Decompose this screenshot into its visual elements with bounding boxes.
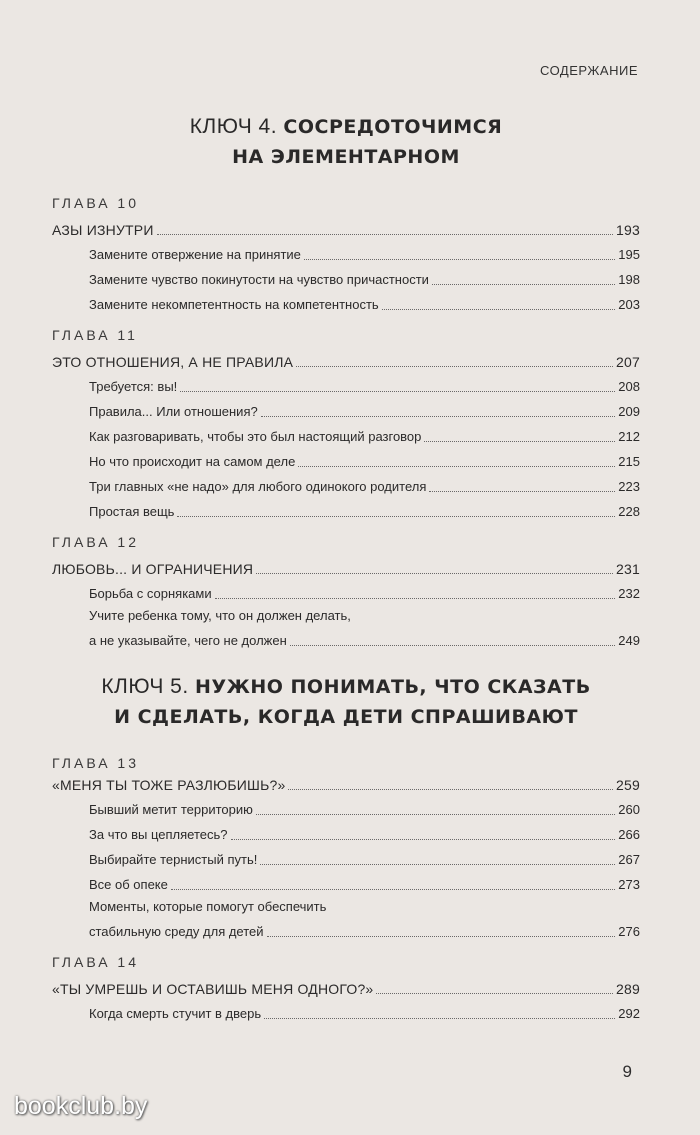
dot-leader — [298, 465, 615, 467]
toc-title: Бывший метит территорию — [89, 802, 253, 817]
key-5-title-line-2: И СДЕЛАТЬ, КОГДА ДЕТИ СПРАШИВАЮТ — [114, 706, 578, 728]
dot-leader — [432, 283, 615, 285]
toc-page: 249 — [618, 633, 640, 648]
dot-leader — [256, 572, 613, 574]
dot-leader — [382, 308, 616, 310]
dot-leader — [157, 233, 613, 235]
toc-title: Требуется: вы! — [89, 379, 178, 394]
toc-page: 223 — [618, 479, 640, 494]
chapter-14-label: ГЛАВА 14 — [52, 954, 139, 970]
toc-title: Замените чувство покинутости на чувство причастности — [89, 272, 429, 287]
key-4-prefix: КЛЮЧ 4. — [189, 115, 278, 138]
toc-page: 273 — [618, 877, 640, 892]
toc-title: «МЕНЯ ТЫ ТОЖЕ РАЗЛЮБИШЬ?» — [52, 777, 286, 793]
toc-subentry[interactable] — [52, 289, 640, 314]
toc-page: 215 — [618, 454, 640, 469]
toc-subentry[interactable] — [52, 819, 640, 844]
toc-title: «ТЫ УМРЕШЬ И ОСТАВИШЬ МЕНЯ ОДНОГО?» — [52, 981, 374, 997]
toc-subentry-line-1: Учите ребенка тому, что он должен делать, — [89, 608, 351, 623]
toc-title: Когда смерть стучит в дверь — [89, 1006, 262, 1021]
key-4-title-line-1: СОСРЕДОТОЧИМСЯ — [283, 116, 503, 138]
table-of-contents — [52, 112, 640, 1023]
key-5-title-line-1: НУЖНО ПОНИМАТЬ, ЧТО СКАЗАТЬ — [195, 676, 591, 698]
dot-leader — [260, 863, 615, 865]
toc-page: 267 — [618, 852, 640, 867]
key-4-title — [52, 112, 640, 172]
toc-page: 260 — [618, 802, 640, 817]
toc-page: 193 — [616, 222, 640, 238]
watermark-logo: bookclub.by — [14, 1092, 148, 1120]
toc-title: стабильную среду для детей — [89, 924, 264, 939]
dot-leader — [376, 992, 613, 994]
toc-title: ЭТО ОТНОШЕНИЯ, А НЕ ПРАВИЛА — [52, 354, 294, 370]
dot-leader — [180, 390, 615, 392]
toc-title: ЛЮБОВЬ... И ОГРАНИЧЕНИЯ — [52, 561, 254, 577]
toc-title: Три главных «не надо» для любого одинокого родителя — [89, 479, 427, 494]
toc-title: Как разговаривать, чтобы это был настоящий разговор — [89, 429, 422, 444]
key-5-prefix: КЛЮЧ 5. — [101, 675, 189, 698]
toc-page: 289 — [616, 981, 640, 997]
dot-leader — [231, 838, 616, 840]
toc-page: 231 — [616, 561, 640, 577]
toc-subentry[interactable] — [52, 239, 640, 264]
toc-subentry[interactable] — [52, 396, 640, 421]
toc-subentry[interactable] — [52, 371, 640, 396]
toc-page: 232 — [618, 586, 640, 601]
dot-leader — [290, 644, 616, 646]
toc-page: 259 — [616, 777, 640, 793]
toc-subentry[interactable] — [52, 628, 640, 650]
chapter-10-entry[interactable] — [52, 214, 640, 239]
toc-page: 212 — [618, 429, 640, 444]
toc-page: 195 — [618, 247, 640, 262]
toc-title: АЗЫ ИЗНУТРИ — [52, 222, 154, 238]
dot-leader — [424, 440, 615, 442]
toc-page: 209 — [618, 404, 640, 419]
toc-page: 276 — [618, 924, 640, 939]
toc-title: Правила... Или отношения? — [89, 404, 258, 419]
toc-page: 207 — [616, 354, 640, 370]
toc-subentry[interactable] — [52, 421, 640, 446]
toc-title: Замените отвержение на принятие — [89, 247, 301, 262]
toc-subentry[interactable] — [52, 844, 640, 869]
key-5-title — [52, 672, 640, 732]
toc-subentry[interactable] — [52, 496, 640, 521]
chapter-14-entry[interactable] — [52, 973, 640, 998]
toc-subentry[interactable] — [52, 264, 640, 289]
chapter-12-label: ГЛАВА 12 — [52, 534, 139, 550]
dot-leader — [177, 515, 615, 517]
toc-page: 198 — [618, 272, 640, 287]
toc-subentry[interactable] — [52, 869, 640, 894]
dot-leader — [288, 788, 613, 790]
toc-page: 228 — [618, 504, 640, 519]
toc-subentry[interactable] — [52, 998, 640, 1023]
toc-title: Все об опеке — [89, 877, 168, 892]
dot-leader — [261, 415, 616, 417]
dot-leader — [296, 365, 613, 367]
toc-title: Замените некомпетентность на компетентность — [89, 297, 379, 312]
toc-title: Простая вещь — [89, 504, 175, 519]
dot-leader — [429, 490, 615, 492]
toc-title: Борьба с сорняками — [89, 586, 212, 601]
toc-title: а не указывайте, чего не должен — [89, 633, 287, 648]
toc-subentry[interactable] — [52, 471, 640, 496]
toc-subentry[interactable] — [52, 919, 640, 941]
chapter-13-entry[interactable] — [52, 774, 640, 794]
toc-subentry[interactable] — [52, 578, 640, 603]
page-number: 9 — [622, 1062, 632, 1081]
dot-leader — [256, 813, 615, 815]
toc-title: Выбирайте тернистый путь! — [89, 852, 258, 867]
section-spacer — [52, 650, 640, 672]
chapter-10-label: ГЛАВА 10 — [52, 195, 139, 211]
chapter-11-label: ГЛАВА 11 — [52, 327, 138, 343]
toc-page: 292 — [618, 1006, 640, 1021]
toc-page: 266 — [618, 827, 640, 842]
toc-page: 208 — [618, 379, 640, 394]
dot-leader — [215, 597, 616, 599]
toc-subentry[interactable] — [52, 794, 640, 819]
toc-subentry[interactable] — [52, 446, 640, 471]
running-header: СОДЕРЖАНИЕ — [539, 63, 638, 78]
toc-subentry-line-1: Моменты, которые помогут обеспечить — [89, 899, 327, 914]
key-4-title-line-2: НА ЭЛЕМЕНТАРНОМ — [232, 146, 460, 168]
dot-leader — [267, 935, 616, 937]
chapter-12-entry[interactable] — [52, 553, 640, 578]
toc-page: 203 — [618, 297, 640, 312]
dot-leader — [264, 1017, 615, 1019]
chapter-11-entry[interactable] — [52, 346, 640, 371]
dot-leader — [304, 258, 615, 260]
dot-leader — [171, 888, 615, 890]
chapter-13-label: ГЛАВА 13 — [52, 755, 139, 771]
toc-title: Но что происходит на самом деле — [89, 454, 296, 469]
toc-title: За что вы цепляетесь? — [89, 827, 228, 842]
